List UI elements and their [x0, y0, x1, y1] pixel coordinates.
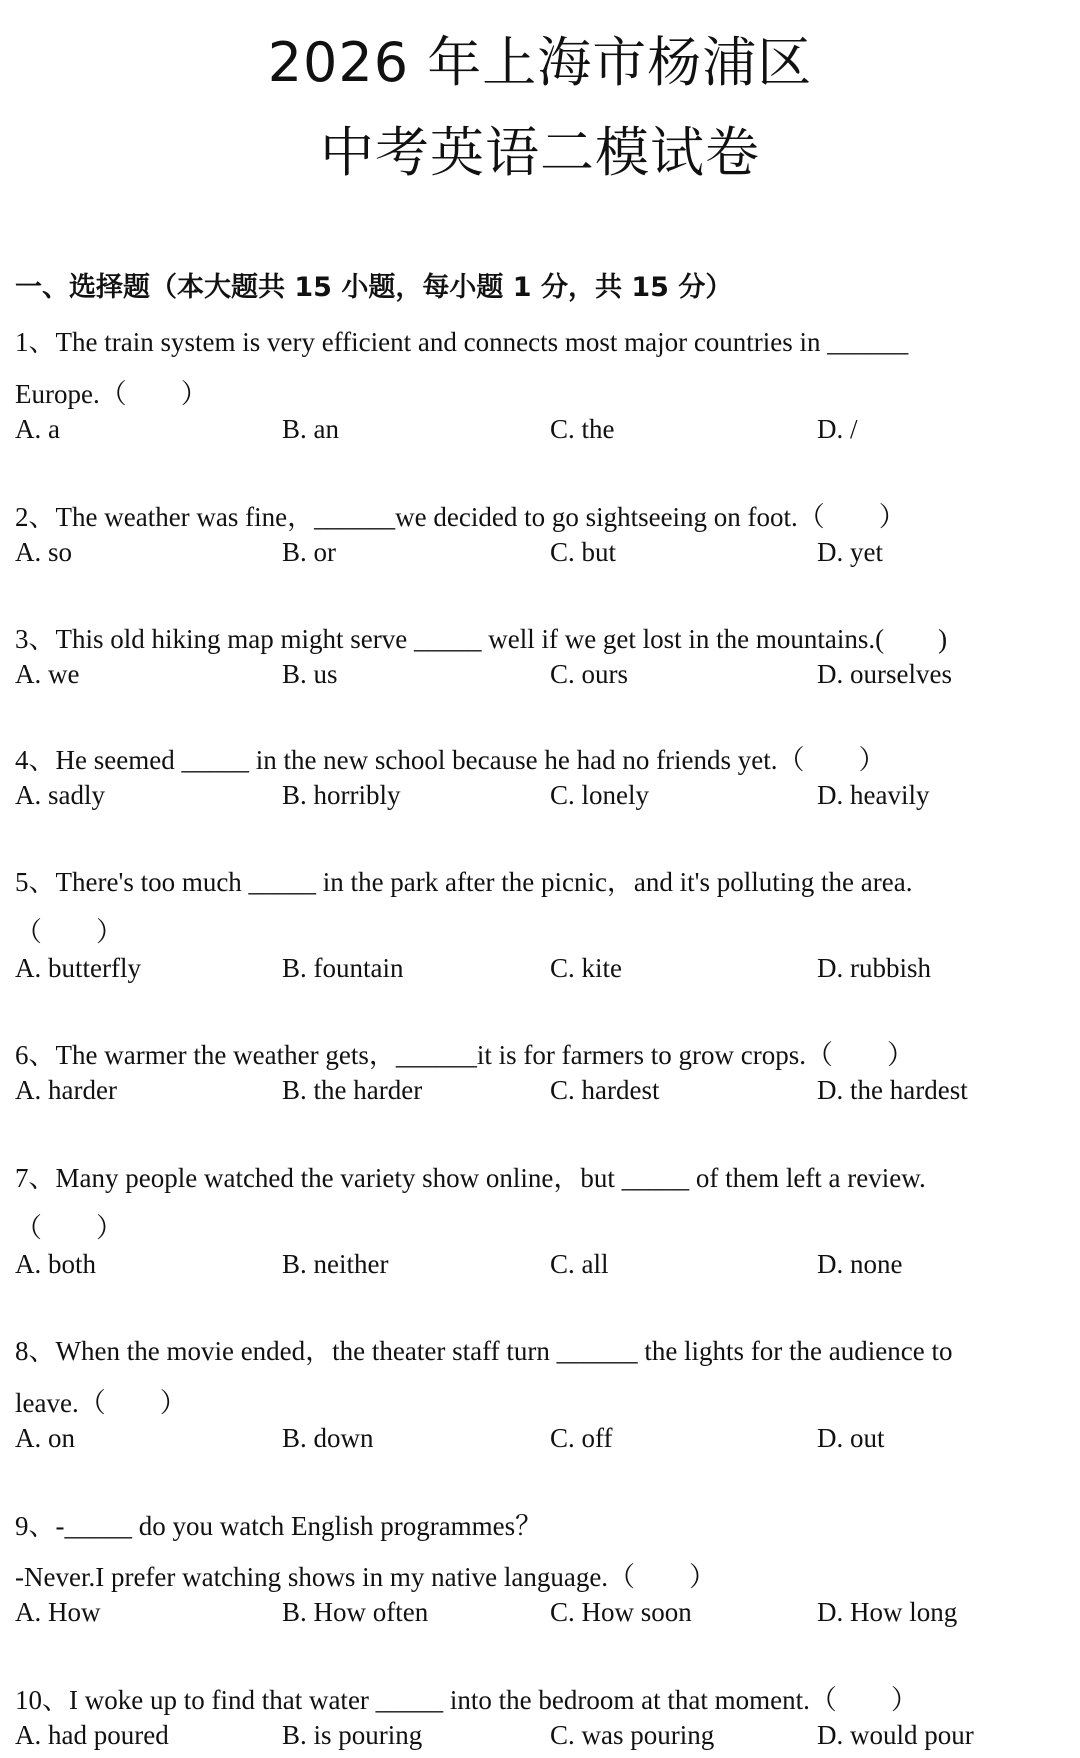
question-6-option-a: A. harder [15, 1075, 117, 1105]
question-4-option-d: D. heavily [817, 780, 930, 810]
question-1-stem-line2: Europe.（ ） [15, 379, 208, 409]
question-6-option-d: D. the hardest [817, 1075, 968, 1105]
question-6-option-b: B. the harder [282, 1075, 423, 1105]
question-4-option-a: A. sadly [15, 780, 105, 810]
question-10-option-c: C. was pouring [550, 1720, 715, 1750]
question-7-option-b: B. neither [282, 1249, 389, 1279]
question-8-option-b: B. down [282, 1423, 374, 1453]
question-2-option-b: B. or [282, 537, 336, 567]
question-3-option-a: A. we [15, 659, 80, 689]
question-10-option-a: A. had poured [15, 1720, 169, 1750]
question-7-option-a: A. both [15, 1249, 96, 1279]
question-7-option-d: D. none [817, 1249, 903, 1279]
question-4-stem-line1: 4、He seemed _____ in the new school because he had no friends yet.（ ） [15, 745, 886, 775]
question-8-option-a: A. on [15, 1423, 75, 1453]
question-10-stem-line1: 10、I woke up to find that water _____ into the bedroom at that moment.（ ） [15, 1685, 918, 1715]
question-10-option-d: D. would pour [817, 1720, 974, 1750]
section-heading: 一、选择题（本大题共 15 小题，每小题 1 分，共 15 分） [15, 272, 733, 303]
question-8-stem-line1: 8、When the movie ended，the theater staff turn ______ the lights for the audience to [15, 1336, 953, 1366]
question-8-option-c: C. off [550, 1423, 613, 1453]
question-7-option-c: C. all [550, 1249, 609, 1279]
question-2-option-d: D. yet [817, 537, 883, 567]
question-5-option-c: C. kite [550, 953, 622, 983]
question-4-option-b: B. horribly [282, 780, 401, 810]
question-1-option-c: C. the [550, 414, 615, 444]
question-9-stem-line2: -Never.I prefer watching shows in my native language.（ ） [15, 1562, 717, 1592]
question-8-option-d: D. out [817, 1423, 885, 1453]
question-10-option-b: B. is pouring [282, 1720, 423, 1750]
question-1-option-a: A. a [15, 414, 60, 444]
question-7-stem-line2: （ ） [15, 1213, 123, 1243]
question-9-option-a: A. How [15, 1597, 101, 1627]
question-2-option-c: C. but [550, 537, 617, 567]
question-9-option-d: D. How long [817, 1597, 958, 1627]
question-3-stem-line1: 3、This old hiking map might serve _____ well if we get lost in the mountains.( ) [15, 624, 948, 654]
question-5-option-d: D. rubbish [817, 953, 931, 983]
question-6-option-c: C. hardest [550, 1075, 660, 1105]
question-1-option-b: B. an [282, 414, 339, 444]
question-2-option-a: A. so [15, 537, 73, 567]
exam-title-line2: 中考英语二模试卷 [320, 121, 760, 184]
question-7-stem-line1: 7、Many people watched the variety show online，but _____ of them left a review. [15, 1163, 926, 1193]
question-1-stem-line1: 1、The train system is very efficient and connects most major countries in ______ [15, 327, 909, 357]
question-4-option-c: C. lonely [550, 780, 649, 810]
question-5-stem-line2: （ ） [15, 917, 123, 947]
question-9-option-c: C. How soon [550, 1597, 692, 1627]
question-3-option-d: D. ourselves [817, 659, 952, 689]
question-2-stem-line1: 2、The weather was fine，______we decided to go sightseeing on foot.（ ） [15, 502, 906, 532]
question-8-stem-line2: leave.（ ） [15, 1388, 187, 1418]
exam-title-line1: 2026 年上海市杨浦区 [267, 31, 813, 94]
question-3-option-b: B. us [282, 659, 338, 689]
question-5-option-b: B. fountain [282, 953, 404, 983]
question-5-stem-line1: 5、There's too much _____ in the park after the picnic，and it's polluting the area. [15, 867, 913, 897]
question-5-option-a: A. butterfly [15, 953, 141, 983]
question-9-option-b: B. How often [282, 1597, 429, 1627]
question-9-stem-line1: 9、-_____ do you watch English programmes？ [15, 1511, 543, 1541]
question-6-stem-line1: 6、The warmer the weather gets，______it is for farmers to grow crops.（ ） [15, 1040, 915, 1070]
question-3-option-c: C. ours [550, 659, 629, 689]
question-1-option-d: D. / [817, 414, 858, 444]
